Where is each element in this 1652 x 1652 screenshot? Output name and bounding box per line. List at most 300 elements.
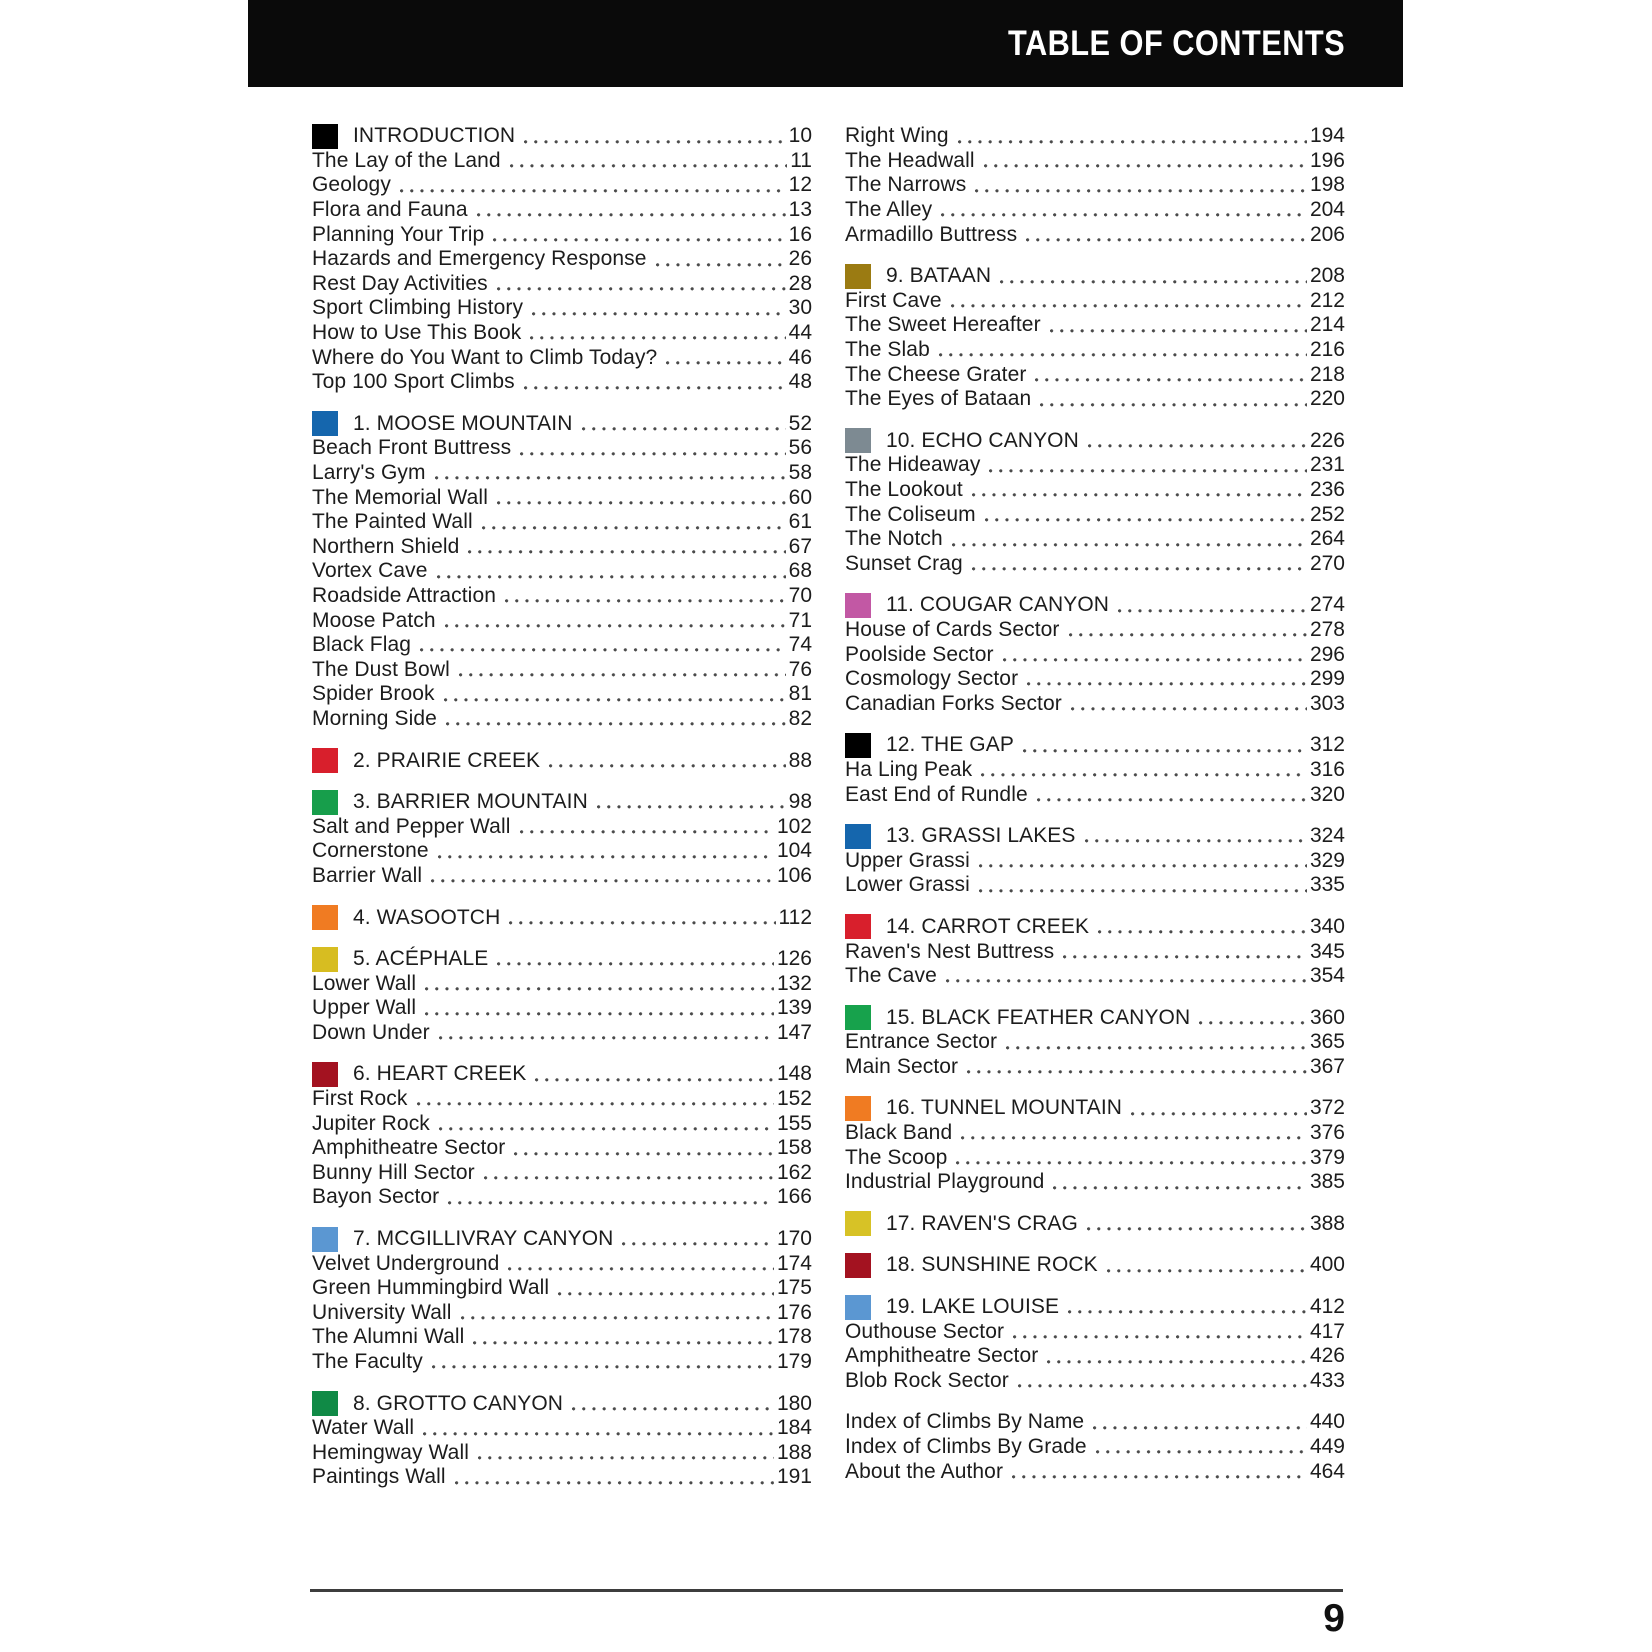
- toc-entry-page: 158: [776, 1136, 812, 1160]
- dot-leader: [442, 682, 786, 707]
- toc-entry-label: Top 100 Sport Climbs: [312, 370, 515, 394]
- dot-leader: [398, 173, 786, 198]
- dot-leader: [944, 964, 1307, 989]
- toc-section-header-row: [312, 1062, 812, 1087]
- dot-leader: [956, 124, 1307, 149]
- toc-entry-page: 464: [1309, 1459, 1345, 1483]
- toc-entry-page: 52: [788, 411, 812, 435]
- dot-leader: [418, 633, 786, 658]
- dot-leader: [528, 321, 785, 346]
- dot-leader: [1004, 1030, 1307, 1055]
- toc-section-header-row: [312, 1227, 812, 1252]
- toc-row: [845, 289, 1345, 314]
- toc-entry-label: Sunset Crag: [845, 551, 963, 575]
- toc-row: [845, 149, 1345, 174]
- toc-entry-label: Morning Side: [312, 706, 437, 730]
- toc-entry-label: The Slab: [845, 338, 930, 362]
- dot-leader: [987, 453, 1307, 478]
- dot-leader: [471, 1325, 774, 1350]
- toc-entry-page: 76: [788, 657, 812, 681]
- toc-entry-label: Bunny Hill Sector: [312, 1160, 475, 1184]
- dot-leader: [430, 1350, 774, 1375]
- toc-row: [845, 873, 1345, 898]
- toc-entry-label: Down Under: [312, 1020, 430, 1044]
- toc-row: [845, 642, 1345, 667]
- toc-entry-page: 46: [788, 345, 812, 369]
- toc-entry-page: 214: [1309, 313, 1345, 337]
- dot-leader: [965, 1055, 1307, 1080]
- section-color-swatch: [845, 264, 871, 289]
- dot-leader: [495, 485, 786, 510]
- toc-entry-page: 162: [776, 1160, 812, 1184]
- toc-section-header-row: [845, 429, 1345, 454]
- dot-leader: [983, 502, 1307, 527]
- toc-section: [845, 593, 1345, 716]
- toc-row: [312, 608, 812, 633]
- toc-entry-page: 132: [776, 971, 812, 995]
- toc-row: [845, 1369, 1345, 1394]
- toc-row: [312, 1350, 812, 1375]
- dot-leader: [512, 1136, 774, 1161]
- toc-column-right: [845, 124, 1345, 1490]
- toc-section: [845, 124, 1345, 247]
- dot-leader: [1033, 362, 1307, 387]
- toc-entry-label: The Narrows: [845, 173, 967, 197]
- toc-entry-page: 208: [1309, 264, 1345, 288]
- toc-entry-page: 360: [1309, 1005, 1345, 1029]
- toc-section: [312, 1062, 812, 1210]
- toc-row: [312, 370, 812, 395]
- toc-row: [845, 173, 1345, 198]
- toc-section: [845, 1410, 1345, 1484]
- toc-entry-page: 278: [1309, 617, 1345, 641]
- toc-section: [312, 1227, 812, 1375]
- toc-entry-page: 67: [788, 534, 812, 558]
- toc-section-header-row: [312, 947, 812, 972]
- dot-leader: [437, 1021, 774, 1046]
- toc-entry-page: 388: [1309, 1211, 1345, 1235]
- dot-leader: [1035, 782, 1307, 807]
- toc-entry-page: 174: [776, 1251, 812, 1275]
- toc-entry-label: Raven's Nest Buttress: [845, 939, 1055, 963]
- toc-entry-label: East End of Rundle: [845, 782, 1028, 806]
- toc-entry-label: 18. SUNSHINE ROCK: [886, 1253, 1098, 1277]
- dot-leader: [939, 198, 1307, 223]
- toc-row: [312, 510, 812, 535]
- toc-entry-label: The Lookout: [845, 478, 963, 502]
- section-color-swatch: [312, 905, 338, 930]
- toc-section: [845, 264, 1345, 412]
- toc-entry-label: Lower Grassi: [845, 873, 970, 897]
- toc-entry-label: 10. ECHO CANYON: [886, 428, 1079, 452]
- toc-entry-page: 316: [1309, 757, 1345, 781]
- toc-row: [845, 1170, 1345, 1195]
- toc-entry-page: 188: [776, 1440, 812, 1464]
- toc-entry-page: 179: [776, 1350, 812, 1374]
- toc-entry-label: Planning Your Trip: [312, 222, 485, 246]
- dot-leader: [982, 149, 1307, 174]
- toc-row: [312, 272, 812, 297]
- toc-entry-label: The Sweet Hereafter: [845, 313, 1041, 337]
- dot-leader: [1096, 915, 1307, 940]
- toc-row: [312, 1251, 812, 1276]
- dot-leader: [954, 1145, 1306, 1170]
- dot-leader: [437, 1111, 774, 1136]
- dot-leader: [476, 1441, 774, 1466]
- toc-row: [312, 198, 812, 223]
- dot-leader: [973, 173, 1307, 198]
- dot-leader: [1038, 387, 1307, 412]
- toc-entry-label: The Scoop: [845, 1145, 948, 1169]
- toc-row: [312, 1161, 812, 1186]
- toc-entry-page: 198: [1309, 173, 1345, 197]
- toc-row: [845, 387, 1345, 412]
- toc-entry-label: Paintings Wall: [312, 1465, 446, 1489]
- toc-entry-label: 2. PRAIRIE CREEK: [353, 748, 541, 772]
- toc-section: [312, 748, 812, 773]
- toc-entry-page: 112: [778, 905, 812, 929]
- toc-entry-label: First Rock: [312, 1087, 408, 1111]
- toc-entry-label: The Faculty: [312, 1350, 423, 1374]
- toc-row: [845, 667, 1345, 692]
- section-color-swatch: [312, 1062, 338, 1087]
- toc-row: [312, 707, 812, 732]
- toc-entry-page: 345: [1309, 939, 1345, 963]
- toc-entry-page: 426: [1309, 1344, 1345, 1368]
- dot-leader: [570, 1391, 774, 1416]
- toc-entry-label: Black Band: [845, 1121, 953, 1145]
- toc-entry-label: Larry's Gym: [312, 461, 426, 485]
- toc-entry-label: Water Wall: [312, 1416, 415, 1440]
- toc-entry-label: Vortex Cave: [312, 559, 428, 583]
- toc-row: [312, 657, 812, 682]
- toc-entry-label: First Cave: [845, 288, 942, 312]
- toc-entry-label: Moose Patch: [312, 608, 436, 632]
- toc-entry-label: Poolside Sector: [845, 642, 994, 666]
- toc-entry-page: 252: [1309, 502, 1345, 526]
- toc-entry-page: 220: [1309, 387, 1345, 411]
- toc-entry-page: 28: [788, 271, 812, 295]
- toc-entry-label: The Cave: [845, 964, 937, 988]
- toc-entry-label: Main Sector: [845, 1054, 959, 1078]
- toc-row: [312, 1441, 812, 1466]
- dot-leader: [433, 461, 786, 486]
- dot-leader: [1105, 1253, 1307, 1278]
- toc-entry-label: 15. BLACK FEATHER CANYON: [886, 1005, 1191, 1029]
- dot-leader: [533, 1062, 774, 1087]
- toc-section: [845, 915, 1345, 989]
- toc-entry-label: 19. LAKE LOUISE: [886, 1295, 1060, 1319]
- section-color-swatch: [312, 748, 338, 773]
- dot-leader: [508, 149, 787, 174]
- dot-leader: [522, 124, 785, 149]
- toc-row: [312, 996, 812, 1021]
- toc-entry-page: 299: [1309, 667, 1345, 691]
- toc-entry-label: The Hideaway: [845, 453, 981, 477]
- dot-leader: [507, 905, 775, 930]
- toc-entry-label: The Cheese Grater: [845, 362, 1027, 386]
- toc-entry-page: 184: [776, 1416, 812, 1440]
- toc-entry-page: 376: [1309, 1121, 1345, 1145]
- toc-entry-page: 296: [1309, 642, 1345, 666]
- toc-row: [312, 1136, 812, 1161]
- toc-entry-page: 98: [788, 790, 812, 814]
- toc-row: [312, 633, 812, 658]
- toc-entry-page: 16: [788, 222, 812, 246]
- toc-entry-label: Bayon Sector: [312, 1185, 440, 1209]
- toc-entry-page: 82: [788, 706, 812, 730]
- toc-entry-label: Industrial Playground: [845, 1170, 1045, 1194]
- toc-section: [312, 124, 812, 395]
- page-number: 9: [1323, 1597, 1345, 1640]
- toc-entry-label: Sport Climbing History: [312, 296, 524, 320]
- dot-leader: [495, 272, 786, 297]
- toc-row: [845, 848, 1345, 873]
- section-color-swatch: [845, 1005, 871, 1030]
- toc-section-header-row: [312, 1391, 812, 1416]
- toc-entry-page: 264: [1309, 527, 1345, 551]
- toc-entry-page: 204: [1309, 198, 1345, 222]
- toc-section: [845, 429, 1345, 577]
- dot-leader: [423, 996, 774, 1021]
- toc-row: [312, 149, 812, 174]
- toc-entry-page: 212: [1309, 288, 1345, 312]
- dot-leader: [949, 289, 1307, 314]
- dot-leader: [950, 527, 1307, 552]
- toc-row: [312, 1021, 812, 1046]
- toc-section-header-row: [845, 1212, 1345, 1237]
- toc-row: [845, 338, 1345, 363]
- section-color-swatch: [845, 1211, 871, 1236]
- toc-entry-label: Lower Wall: [312, 971, 417, 995]
- toc-section-header-row: [312, 905, 812, 930]
- toc-entry-label: Outhouse Sector: [845, 1319, 1005, 1343]
- toc-entry-label: 13. GRASSI LAKES: [886, 824, 1076, 848]
- toc-row: [845, 1435, 1345, 1460]
- toc-section-header-row: [312, 790, 812, 815]
- toc-entry-label: Cornerstone: [312, 839, 429, 863]
- footer-rule: [310, 1589, 1343, 1592]
- toc-entry-page: 178: [776, 1325, 812, 1349]
- toc-section: [312, 947, 812, 1045]
- toc-entry-label: 3. BARRIER MOUNTAIN: [353, 790, 588, 814]
- toc-entry-page: 175: [776, 1276, 812, 1300]
- toc-section-header-row: [312, 748, 812, 773]
- toc-entry-label: Salt and Pepper Wall: [312, 814, 511, 838]
- toc-entry-label: The Coliseum: [845, 502, 976, 526]
- toc-entry-page: 340: [1309, 914, 1345, 938]
- header-bar: [248, 0, 1403, 87]
- toc-entry-page: 320: [1309, 782, 1345, 806]
- toc-entry-page: 58: [788, 461, 812, 485]
- toc-section-header-row: [312, 412, 812, 437]
- dot-leader: [970, 552, 1307, 577]
- toc-entry-label: Right Wing: [845, 124, 949, 148]
- toc-entry-page: 379: [1309, 1145, 1345, 1169]
- dot-leader: [1067, 618, 1307, 643]
- toc-entry-label: How to Use This Book: [312, 321, 522, 345]
- toc-section: [845, 733, 1345, 807]
- toc-entry-page: 385: [1309, 1170, 1345, 1194]
- toc-entry-label: 11. COUGAR CANYON: [886, 593, 1110, 617]
- toc-row: [845, 1145, 1345, 1170]
- toc-row: [312, 584, 812, 609]
- toc-entry-label: Roadside Attraction: [312, 583, 497, 607]
- toc-entry-label: Rest Day Activities: [312, 271, 488, 295]
- toc-section: [845, 1253, 1345, 1278]
- toc-entry-page: 236: [1309, 478, 1345, 502]
- toc-section-header-row: [845, 1253, 1345, 1278]
- dot-leader: [998, 264, 1307, 289]
- toc-section: [845, 1096, 1345, 1194]
- toc-entry-page: 11: [790, 148, 812, 172]
- toc-row: [845, 939, 1345, 964]
- toc-row: [845, 222, 1345, 247]
- toc-entry-page: 13: [788, 198, 812, 222]
- toc-row: [845, 362, 1345, 387]
- toc-entry-label: The Dust Bowl: [312, 657, 450, 681]
- dot-leader: [1085, 1212, 1307, 1237]
- toc-section-header-row: [845, 915, 1345, 940]
- dot-leader: [1091, 1410, 1307, 1435]
- toc-entry-page: 303: [1309, 691, 1345, 715]
- toc-section-header-row: [845, 1005, 1345, 1030]
- dot-leader: [1061, 939, 1307, 964]
- section-color-swatch: [312, 947, 338, 972]
- toc-entry-label: Entrance Sector: [845, 1030, 998, 1054]
- toc-row: [845, 124, 1345, 149]
- dot-leader: [979, 758, 1307, 783]
- toc-entry-page: 106: [776, 863, 812, 887]
- toc-entry-page: 440: [1309, 1410, 1345, 1434]
- toc-entry-page: 26: [788, 247, 812, 271]
- toc-entry-label: 1. MOOSE MOUNTAIN: [353, 411, 573, 435]
- toc-entry-page: 30: [788, 296, 812, 320]
- toc-entry-page: 148: [776, 1062, 812, 1086]
- toc-entry-label: Green Hummingbird Wall: [312, 1276, 550, 1300]
- toc-entry-page: 274: [1309, 593, 1345, 617]
- toc-row: [312, 1087, 812, 1112]
- toc-entry-label: Where do You Want to Climb Today?: [312, 345, 658, 369]
- toc-section-header-row: [845, 1295, 1345, 1320]
- toc-row: [312, 296, 812, 321]
- toc-section: [845, 1212, 1345, 1237]
- toc-section-header-row: [845, 733, 1345, 758]
- toc-entry-label: Spider Brook: [312, 682, 435, 706]
- toc-entry-label: The Alley: [845, 198, 933, 222]
- toc-row: [312, 1465, 812, 1490]
- toc-row: [312, 247, 812, 272]
- toc-entry-label: 6. HEART CREEK: [353, 1062, 527, 1086]
- toc-row: [312, 1416, 812, 1441]
- dot-leader: [1086, 429, 1307, 454]
- dot-leader: [530, 296, 786, 321]
- toc-section: [312, 905, 812, 930]
- toc-section: [312, 790, 812, 888]
- dot-leader: [1045, 1344, 1307, 1369]
- toc-entry-label: 9. BATAAN: [886, 264, 992, 288]
- toc-entry-page: 191: [776, 1465, 812, 1489]
- dot-leader: [443, 608, 786, 633]
- toc-section: [845, 824, 1345, 898]
- toc-entry-page: 194: [1309, 124, 1345, 148]
- page-title: TABLE OF CONTENTS: [1007, 23, 1345, 63]
- toc-row: [312, 1276, 812, 1301]
- toc-row: [845, 1319, 1345, 1344]
- toc-entry-label: About the Author: [845, 1459, 1004, 1483]
- toc-entry-page: 60: [788, 485, 812, 509]
- toc-row: [845, 1459, 1345, 1484]
- toc-entry-label: INTRODUCTION: [353, 124, 516, 148]
- toc-row: [845, 758, 1345, 783]
- dot-leader: [1001, 642, 1307, 667]
- dot-leader: [1010, 1459, 1307, 1484]
- dot-leader: [436, 839, 774, 864]
- toc-entry-page: 88: [788, 748, 812, 772]
- toc-entry-label: Upper Wall: [312, 996, 417, 1020]
- toc-entry-label: Index of Climbs By Grade: [845, 1435, 1087, 1459]
- toc-section-header-row: [845, 1096, 1345, 1121]
- toc-entry-page: 12: [788, 173, 812, 197]
- dot-leader: [475, 198, 786, 223]
- toc-row: [312, 535, 812, 560]
- section-color-swatch: [312, 1227, 338, 1252]
- toc-entry-label: Blob Rock Sector: [845, 1368, 1009, 1392]
- dot-leader: [457, 657, 786, 682]
- toc-row: [845, 1344, 1345, 1369]
- section-color-swatch: [845, 733, 871, 758]
- toc-entry-label: Velvet Underground: [312, 1251, 500, 1275]
- dot-leader: [435, 559, 786, 584]
- toc-entry-page: 126: [776, 947, 812, 971]
- toc-entry-page: 81: [788, 682, 812, 706]
- section-color-swatch: [845, 824, 871, 849]
- toc-entry-label: Armadillo Buttress: [845, 222, 1018, 246]
- toc-entry-label: Barrier Wall: [312, 863, 423, 887]
- toc-row: [845, 618, 1345, 643]
- toc-row: [845, 478, 1345, 503]
- dot-leader: [654, 247, 786, 272]
- toc-entry-page: 48: [788, 370, 812, 394]
- toc-entry-label: Upper Grassi: [845, 848, 970, 872]
- toc-section-header-row: [845, 593, 1345, 618]
- dot-leader: [580, 412, 786, 437]
- toc-entry-page: 196: [1309, 148, 1345, 172]
- toc-row: [845, 313, 1345, 338]
- dot-leader: [595, 790, 786, 815]
- section-color-swatch: [312, 124, 338, 149]
- toc-entry-page: 139: [776, 996, 812, 1020]
- toc-entry-page: 367: [1309, 1054, 1345, 1078]
- dot-leader: [518, 436, 785, 461]
- toc-entry-label: The Painted Wall: [312, 510, 473, 534]
- dot-leader: [664, 345, 785, 370]
- toc-entry-label: 17. RAVEN'S CRAG: [886, 1211, 1078, 1235]
- section-color-swatch: [845, 1295, 871, 1320]
- toc-entry-page: 71: [788, 608, 812, 632]
- dot-leader: [480, 510, 786, 535]
- toc-row: [312, 1111, 812, 1136]
- toc-row: [845, 1055, 1345, 1080]
- toc-entry-page: 68: [788, 559, 812, 583]
- section-color-swatch: [312, 1391, 338, 1416]
- toc-entry-label: Canadian Forks Sector: [845, 691, 1062, 715]
- dot-leader: [518, 814, 774, 839]
- dot-leader: [970, 478, 1307, 503]
- toc-entry-label: Beach Front Buttress: [312, 436, 512, 460]
- toc-entry-label: Flora and Fauna: [312, 198, 468, 222]
- toc-entry-label: Cosmology Sector: [845, 667, 1019, 691]
